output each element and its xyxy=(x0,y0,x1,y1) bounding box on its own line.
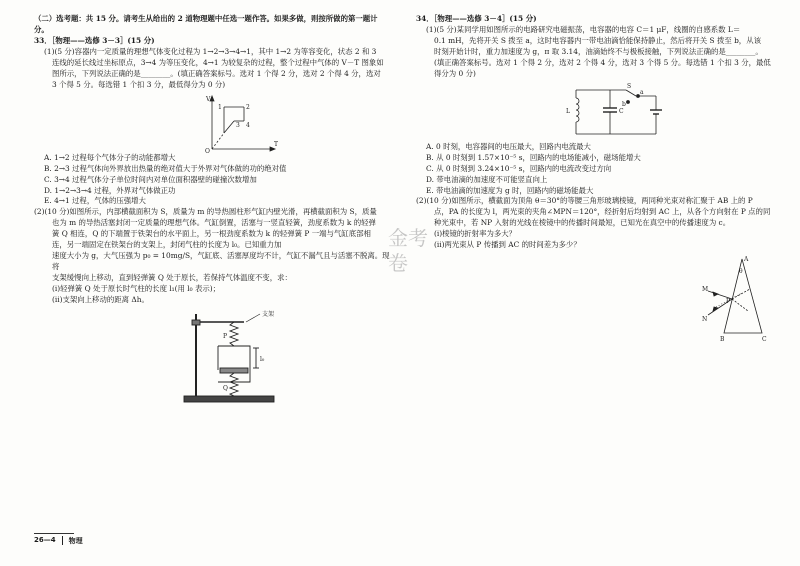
switch-label: S xyxy=(627,82,632,90)
extension-line xyxy=(212,133,224,149)
q33-p1-line: (1)(5 分)容器内一定质量的理想气体变化过程为 1→2→3→4→1，其中 1→2 为等容变化，状态 2 和 3 xyxy=(44,46,377,56)
q33-p2-line: 支架缓慢向上移动，直到轻弹簧 Q 处于原长，若保持气体温度不变，求： xyxy=(52,273,292,283)
q34-p2-line: 种光束中，若 NP 入射的光线在棱镜中的传播时间最短，已知光在真空中的传播速度为 c。 xyxy=(434,218,731,228)
inductor xyxy=(576,98,579,122)
piston xyxy=(220,368,248,373)
spring-p xyxy=(230,322,238,346)
q33-p1-line: 3 个得 5 分。每选错 1 个扣 3 分，最低得分为 0 分) xyxy=(52,79,226,89)
q34-option: E. 带电油滴的加速度为 g 时，回路内的磁场能最大 xyxy=(426,185,594,195)
length-label: l₀ xyxy=(260,356,265,364)
capacitor-label: C xyxy=(619,107,624,115)
q34-sub-question: (ⅱ)两光束从 P 传播到 AC 的时间差为多少？ xyxy=(434,240,581,250)
point-label-2: 2 xyxy=(246,103,250,111)
iron-stand-base xyxy=(184,396,274,402)
q33-p2-line: 也为 m 的导热活塞封闭一定质量的理想气体。气缸倒置，活塞与一竖直轻簧，劲度系数为 k 的轻弹 xyxy=(52,218,376,228)
point-p-label: P xyxy=(726,298,731,306)
right-column xyxy=(416,14,776,345)
q34-p1-line: 时刻开始计时，重力加速度为 g，π 取 3.14，油滴始终不与极板接触，下列说法正确的是________。 xyxy=(434,46,763,56)
process-2-3 xyxy=(224,121,234,133)
spring-q-label: Q xyxy=(223,385,228,393)
q33-title: 33．［物理——选修 3－3］(15 分) xyxy=(34,35,155,45)
t-axis-label: T xyxy=(274,140,279,148)
ray-m-label: M xyxy=(702,286,709,294)
contact-b-label: b xyxy=(622,100,626,108)
clamp xyxy=(192,320,200,325)
section-header: （二）选考题：共 15 分。请考生从给出的 2 道物理题中任选一题作答。如果多做，则按所做的第一题计分。 xyxy=(34,14,378,34)
q33-p2-line: (2)(10 分)如图所示，内部横截面积为 S，质量为 m 的导热圆柱形气缸内壁光滑，再横截面积为 S，质量 xyxy=(34,207,377,217)
point-label-3: 3 xyxy=(236,121,240,129)
q34-option: C. 从 0 时刻到 3.24×10⁻⁵ s，回路内的电流改变过方向 xyxy=(426,163,612,173)
q34-p1-line: 0.1 mH，先将开关 S 拨至 a，这时电容器内一带电油滴恰能保持静止，然后将开关 S 拨至 b，从该 xyxy=(434,35,761,45)
q33-sub-question: (ⅰ)轻弹簧 Q 处于原长时气柱的长度 l₁(用 l₀ 表示)； xyxy=(52,284,220,294)
q33-sub-question: (ⅱ)支架向上移动的距离 Δh。 xyxy=(52,295,149,305)
subject-label: 物理 xyxy=(68,537,83,545)
page-footer xyxy=(34,536,83,546)
q34-p2-line: (2)(10 分)如图所示，横截面为顶角 θ＝30°的等腰三角形玻璃棱镜，两同种光束对称汇聚于 AB 上的 P xyxy=(416,196,753,206)
q34-option: B. 从 0 时刻到 1.57×10⁻⁵ s，回路内的电场能减小，磁场能增大 xyxy=(426,152,641,162)
q34-title: 34．［物理——选修 3－4］(15 分) xyxy=(416,14,537,23)
q33-p2-line: 簧 Q 相连，Q 的下端置于铁架台的水平面上，另一根劲度系数为 k 的轻弹簧 P 一端与气缸底部相 xyxy=(52,229,371,239)
q34-sub-question: (ⅰ)棱镜的折射率为多大？ xyxy=(434,229,517,239)
q34-p2-line: 点，PA 的长度为 l，两光束的夹角∠MPN＝120°，经折射后均射到 AC 上，从各个方向射在 P 点的同 xyxy=(434,207,771,217)
spring-q xyxy=(230,373,238,396)
spring-apparatus xyxy=(34,310,390,406)
vt-graph xyxy=(34,93,390,153)
vertex-c-label: C xyxy=(762,336,767,344)
ray-n-label: N xyxy=(702,316,708,324)
q33-option: A. 1→2 过程每个气体分子的动能都增大 xyxy=(44,152,176,162)
contact-a-label: a xyxy=(640,88,644,96)
q33-option: D. 1→2→3→4 过程，外界对气体做正功 xyxy=(44,185,176,195)
q34-p1-line: (填正确答案标号。选对 1 个得 2 分，选对 2 个得 4 分，选对 3 个得 5 分。每选错 1 个扣 3 分，最低 xyxy=(434,57,771,67)
support-label: 支架 xyxy=(262,311,275,319)
prism-triangle xyxy=(724,259,762,333)
footer-separator xyxy=(62,536,63,545)
lc-circuit xyxy=(416,82,776,142)
q33-option: C. 3→4 过程气体分子单位时间内对单位面积器壁的碰撞次数增加 xyxy=(44,174,257,184)
q33-p2-line: 速度大小为 g，大气压强为 p₀ = 10mg/S，气缸底、活塞厚度均不计，气缸不漏气且与活塞不脱离。现将 xyxy=(52,251,390,272)
inductor-label: L xyxy=(566,107,570,115)
footer-rule xyxy=(34,533,74,534)
q33-p1-line: 图所示，下列说法正确的是________。(填正确答案标号。选对 1 个得 2 分，选对 2 个得 4 分，选对 xyxy=(52,68,381,78)
apex-angle-label: θ xyxy=(739,268,743,276)
switch-blade xyxy=(626,90,636,96)
q34-p1-line: 得分为 0 分) xyxy=(434,68,476,78)
prism-diagram xyxy=(416,253,776,345)
q33-option: E. 4→1 过程，气体的压强增大 xyxy=(44,196,146,206)
q33-p1-line: 连线的延长线过坐标原点，3→4 为等压变化，4→1 为较复杂的过程，整个过程中气体的 V－T 图象如 xyxy=(52,57,384,67)
watermark: 金考卷 xyxy=(388,226,428,275)
point-label-4: 4 xyxy=(246,121,250,129)
q34-option: D. 带电油滴的加速度不可能竖直向上 xyxy=(426,174,548,184)
spring-p-label: P xyxy=(223,333,228,341)
q34-p1-line: (1)(5 分)某同学用如图所示的电路研究电磁振荡，电容器的电容 C＝1 μF，线圈的自感系数 L＝ xyxy=(426,24,741,34)
left-column xyxy=(34,14,390,406)
q33-p2-line: 连，另一端固定在铁架台的支架上，封闭气柱的长度为 l₀。已知重力加 xyxy=(52,240,282,250)
origin-label: O xyxy=(205,147,210,153)
gas-cylinder xyxy=(218,346,250,382)
q34-option: A. 0 时刻，电容器间的电压最大，回路内电流最大 xyxy=(426,141,591,151)
point-label-1: 1 xyxy=(218,103,222,111)
vertex-a-label: A xyxy=(744,256,749,264)
vertex-b-label: B xyxy=(720,336,725,344)
v-axis-label: V xyxy=(206,95,211,103)
page-number: 26—4 xyxy=(34,536,56,544)
q33-option: B. 2→3 过程气体向外界放出热量的绝对值大于外界对气体做的功的绝对值 xyxy=(44,163,287,173)
